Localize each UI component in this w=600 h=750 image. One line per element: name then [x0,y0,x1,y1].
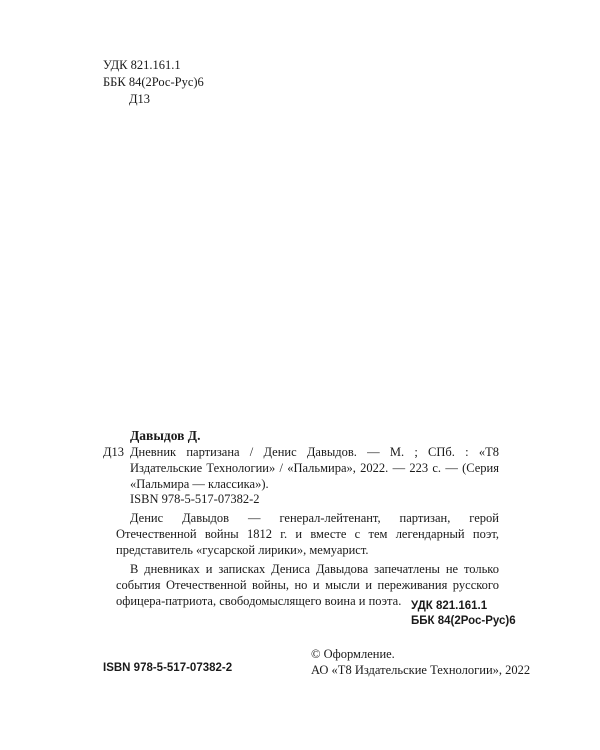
author-mark-top: Д13 [129,92,151,106]
isbn-line: ISBN 978-5-517-07382-2 [130,492,260,506]
bbk-code-bottom: ББК 84(2Рос-Рус)6 [411,615,516,627]
author-mark: Д13 [103,445,125,459]
footer-isbn: ISBN 978-5-517-07382-2 [103,662,233,674]
author-heading: Давыдов Д. [130,428,201,443]
udk-code-bottom: УДК 821.161.1 [411,600,488,612]
annotation-paragraph-2: В дневниках и записках Дениса Давыдова запечатлены не только события Отечественной войны, но и мысли и переживания русского офицера-патриота, свободомыслящего воина и поэта. [116,562,499,608]
bibliographic-description: Дневник партизана / Денис Давыдов. — М. ; СПб. : «Т8 Издательские Технологии» / «Пальмира», 2022. — 223 с. — (Серия «Пальмира — классика»). [130,445,499,491]
udk-code-top: УДК 821.161.1 [103,58,181,72]
copyright-design: © Оформление. [311,647,395,661]
bottom-classification-codes [411,599,516,629]
annotation [116,510,499,609]
copyright-publisher: АО «Т8 Издательские Технологии», 2022 [311,663,531,677]
bibliographic-record [103,444,499,492]
bbk-code-top: ББК 84(2Рос-Рус)6 [103,75,204,89]
annotation-paragraph-1: Денис Давыдов — генерал-лейтенант, партизан, герой Отечественной войны 1812 г. и вместе с тем легендарный поэт, представитель «гусарской лирики», мемуарист. [116,511,499,557]
top-classification-codes [103,57,204,108]
